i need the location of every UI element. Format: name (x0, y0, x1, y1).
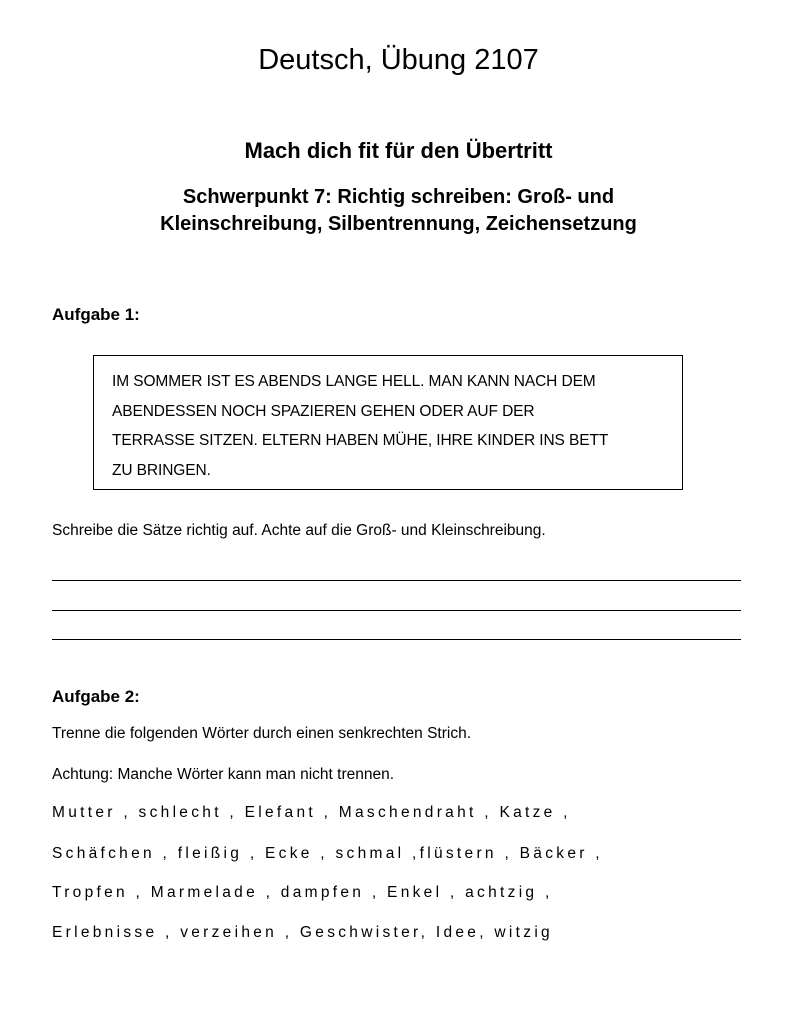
word-list-line: Erlebnisse , verzeihen , Geschwister, Idee, witzig (52, 924, 553, 941)
answer-line[interactable] (52, 580, 741, 581)
main-heading: Mach dich fit für den Übertritt (244, 138, 553, 163)
sub-heading (0, 184, 797, 238)
task-2-instruction: Trenne die folgenden Wörter durch einen senkrechten Strich. (52, 725, 472, 742)
answer-line[interactable] (52, 610, 741, 611)
page-title: Deutsch, Übung 2107 (258, 44, 539, 76)
uppercase-text-box (93, 355, 683, 490)
word-list-line: Mutter , schlecht , Elefant , Maschendraht , Katze , (52, 804, 571, 821)
word-list-line: Tropfen , Marmelade , dampfen , Enkel , achtzig , (52, 884, 553, 901)
task-1-heading: Aufgabe 1: (52, 305, 140, 324)
task-2-note: Achtung: Manche Wörter kann man nicht trennen. (52, 766, 395, 783)
box-line: ABENDESSEN NOCH SPAZIEREN GEHEN ODER AUF DER (112, 402, 535, 420)
answer-line[interactable] (52, 639, 741, 640)
box-line: TERRASSE SITZEN. ELTERN HABEN MÜHE, IHRE KINDER INS BETT (112, 432, 609, 450)
sub-heading-line-1: Schwerpunkt 7: Richtig schreiben: Groß- und (182, 186, 615, 208)
task-2-heading: Aufgabe 2: (52, 687, 140, 706)
word-list-line: Schäfchen , fleißig , Ecke , schmal ,flüstern , Bäcker , (52, 845, 603, 862)
sub-heading-line-2: Kleinschreibung, Silbentrennung, Zeichensetzung (160, 213, 637, 235)
task-1-instruction: Schreibe die Sätze richtig auf. Achte auf die Groß- und Kleinschreibung. (52, 522, 546, 539)
box-line: ZU BRINGEN. (112, 462, 211, 480)
box-line: IM SOMMER IST ES ABENDS LANGE HELL. MAN KANN NACH DEM (112, 373, 596, 390)
